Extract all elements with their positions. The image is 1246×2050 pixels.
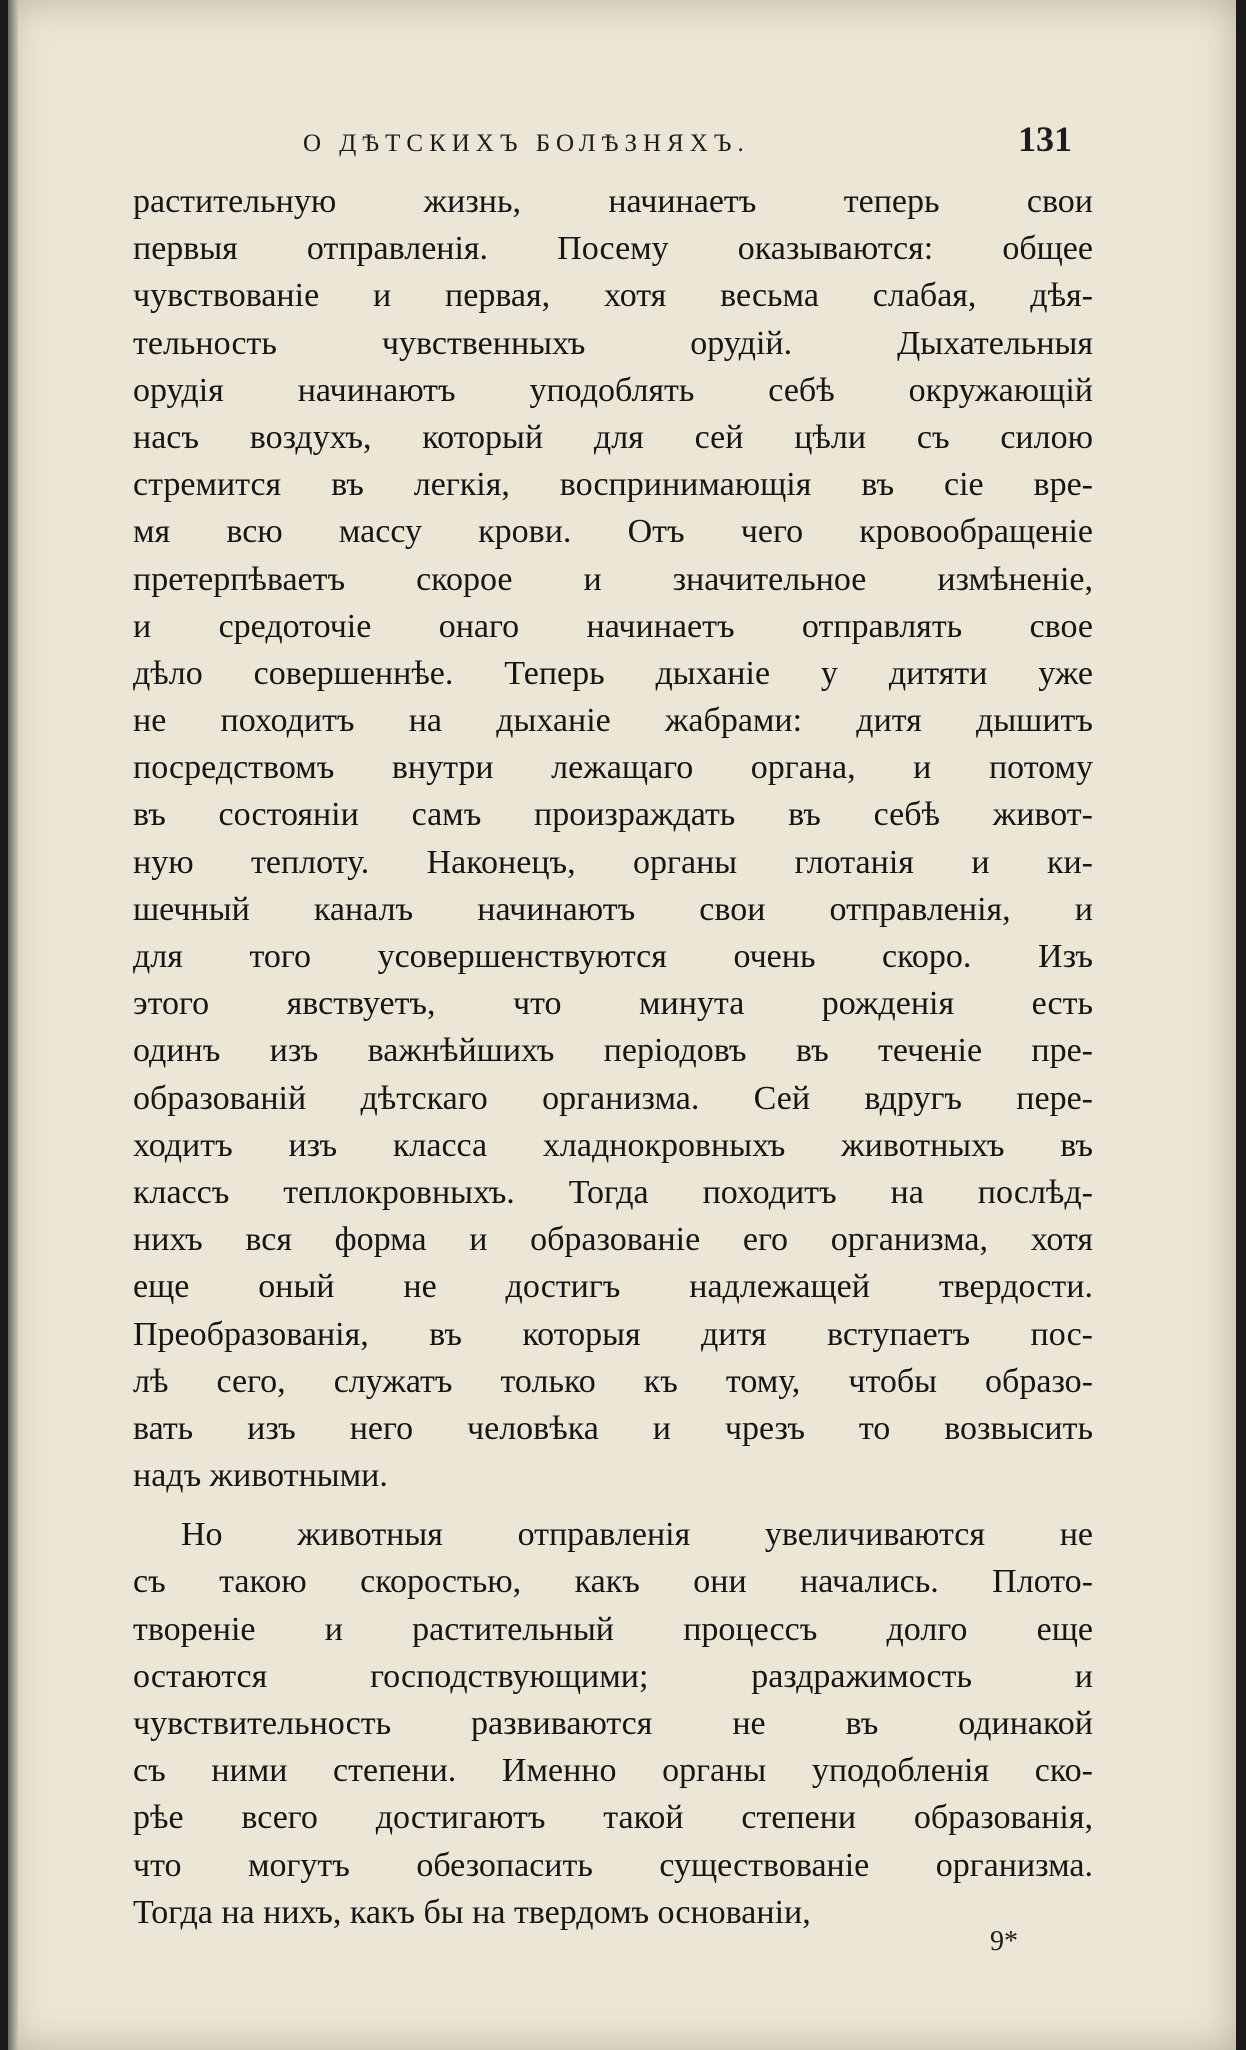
- text-line: чувствованіе и первая, хотя весьма слабая, дѣя-: [133, 277, 1093, 315]
- signature-mark: 9*: [990, 1926, 1018, 1957]
- text-line: твореніе и растительный процессъ долго еще: [133, 1610, 1093, 1648]
- text-line: образованій дѣтскаго организма. Сей вдругъ пере-: [133, 1079, 1093, 1117]
- text-line: Но животныя отправленія увеличиваются не: [181, 1516, 1093, 1554]
- text-line: дѣло совершеннѣе. Теперь дыханіе у дитяти уже: [133, 654, 1093, 692]
- text-line: надъ животными.: [133, 1457, 388, 1495]
- text-line: ходитъ изъ класса хладнокровныхъ животныхъ въ: [133, 1126, 1093, 1164]
- text-line: Преобразованія, въ которыя дитя вступаетъ пос-: [133, 1315, 1093, 1353]
- page-header: [8, 118, 1236, 168]
- text-line: растительную жизнь, начинаетъ теперь свои: [133, 183, 1093, 220]
- page-spine-shadow: [8, 0, 18, 2050]
- text-line: классъ теплокровныхъ. Тогда походитъ на послѣд-: [133, 1173, 1093, 1211]
- text-line: насъ воздухъ, который для сей цѣли съ силою: [133, 418, 1093, 456]
- text-line: нихъ вся форма и образованіе его организма, хотя: [133, 1221, 1093, 1259]
- text-line: этого явствуетъ, что минута рожденія есть: [133, 985, 1093, 1023]
- text-line: въ состояніи самъ произраждать въ себѣ живот-: [133, 796, 1093, 834]
- text-line: не походитъ на дыханіе жабрами: дитя дышитъ: [133, 702, 1093, 740]
- text-line: стремится въ легкія, воспринимающія въ сіе вре-: [133, 466, 1093, 504]
- text-line: шечный каналъ начинаютъ свои отправленія, и: [133, 890, 1093, 928]
- paragraph-1: [133, 178, 1093, 1499]
- text-line: ную теплоту. Наконецъ, органы глотанія и ки-: [133, 843, 1093, 881]
- paragraph-2: [133, 1511, 1093, 1936]
- paragraph-gap: [133, 1499, 1093, 1511]
- body-text: [133, 178, 1093, 1936]
- text-line: одинъ изъ важнѣйшихъ періодовъ въ теченіе пре-: [133, 1032, 1093, 1070]
- text-line: что могутъ обезопасить существованіе организма.: [133, 1846, 1093, 1884]
- text-line: еще оный не достигъ надлежащей твердости.: [133, 1268, 1093, 1306]
- text-line: чувствительность развиваются не въ одинакой: [133, 1705, 1093, 1742]
- text-line: орудія начинаютъ уподоблять себѣ окружающій: [133, 371, 1093, 409]
- text-line: тельность чувственныхъ орудій. Дыхательныя: [133, 324, 1093, 362]
- text-line: посредствомъ внутри лежащаго органа, и потому: [133, 749, 1093, 787]
- text-line: Тогда на нихъ, какъ бы на твердомъ основаніи,: [133, 1893, 811, 1931]
- text-line: для того усовершенствуются очень скоро. Изъ: [133, 938, 1093, 975]
- text-line: съ такою скоростью, какъ они начались. Плото-: [133, 1563, 1093, 1601]
- text-line: съ ними степени. Именно органы уподобленія ско-: [133, 1752, 1093, 1790]
- text-line: лѣ сего, служатъ только къ тому, чтобы образо-: [133, 1362, 1093, 1400]
- text-line: претерпѣваетъ скорое и значительное измѣненіе,: [133, 560, 1093, 598]
- text-line: первыя отправленія. Посему оказываются: общее: [133, 230, 1093, 268]
- running-title: О ДѢТСКИХЪ БОЛѢЗНЯХЪ.: [303, 130, 750, 157]
- text-line: вать изъ него человѣка и чрезъ то возвысить: [133, 1409, 1093, 1447]
- text-line: рѣе всего достигаютъ такой степени образованія,: [133, 1799, 1093, 1837]
- book-page: [8, 0, 1236, 2050]
- page-number: 131: [1018, 119, 1072, 159]
- text-line: остаются господствующими; раздражимость и: [133, 1657, 1093, 1695]
- text-line: и средоточіе онаго начинаетъ отправлять свое: [133, 607, 1093, 645]
- text-line: мя всю массу крови. Отъ чего кровообращеніе: [133, 513, 1093, 551]
